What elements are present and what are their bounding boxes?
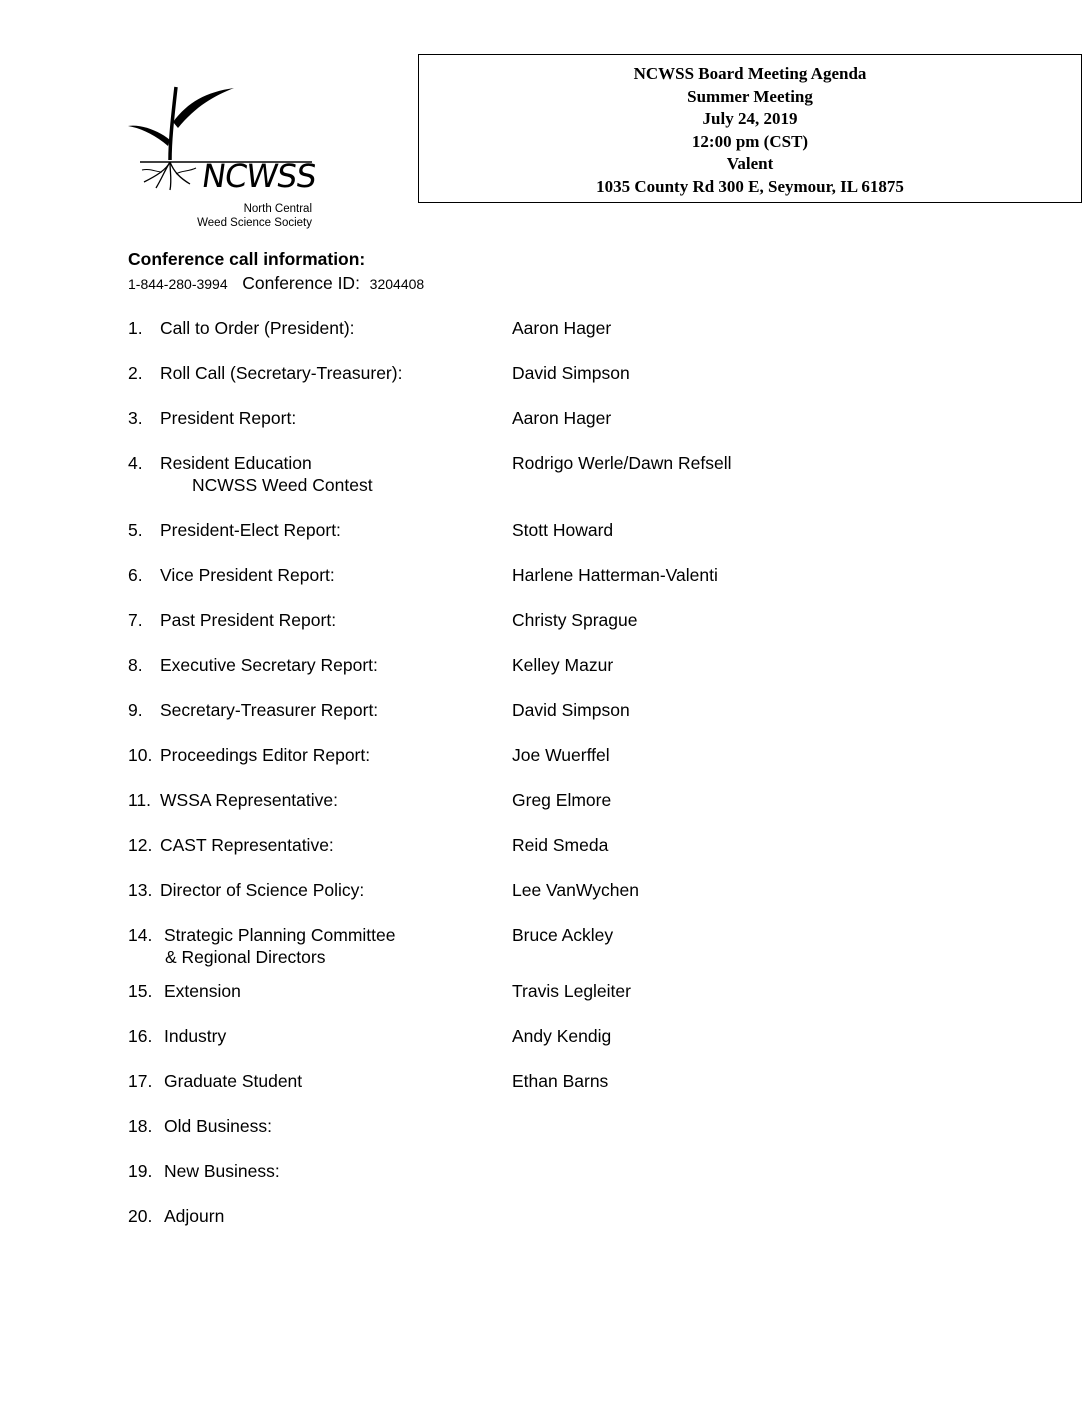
logo-subtitle-line-2: Weed Science Society: [197, 217, 312, 229]
agenda-item-number: 16.: [128, 1026, 153, 1046]
agenda-item-presenter: Lee VanWychen: [512, 880, 639, 900]
conference-call-details: [128, 273, 424, 294]
agenda-item-number: 14.: [128, 925, 153, 945]
conference-id-value: 3204408: [369, 276, 425, 292]
header-time: 12:00 pm (CST): [691, 131, 809, 151]
agenda-item-number: 1.: [128, 318, 143, 338]
agenda-item-presenter: Ethan Barns: [512, 1071, 609, 1091]
agenda-item-label: CAST Representative:: [160, 835, 334, 855]
agenda-item-label: Industry: [164, 1026, 227, 1046]
agenda-item-sublabel: & Regional Directors: [165, 947, 326, 967]
agenda-item-presenter: Joe Wuerffel: [512, 745, 610, 765]
ncwss-logo: [126, 82, 326, 232]
agenda-item-presenter: Harlene Hatterman-Valenti: [512, 565, 718, 585]
agenda-item-presenter: Aaron Hager: [512, 408, 612, 428]
conference-phone: 1-844-280-3994: [128, 276, 228, 292]
agenda-item-number: 20.: [128, 1206, 153, 1226]
agenda-item-number: 4.: [128, 453, 143, 473]
agenda-item-presenter: David Simpson: [512, 363, 630, 383]
meeting-header-box: [418, 54, 1082, 203]
agenda-item-label: Roll Call (Secretary-Treasurer):: [160, 363, 403, 383]
agenda-item-label: Secretary-Treasurer Report:: [160, 700, 379, 720]
agenda-item-label: Director of Science Policy:: [160, 880, 365, 900]
agenda-item-presenter: Andy Kendig: [512, 1026, 612, 1046]
agenda-item-number: 10.: [128, 745, 153, 765]
header-address: 1035 County Rd 300 E, Seymour, IL 61875: [596, 176, 904, 196]
agenda-item-number: 17.: [128, 1071, 153, 1091]
header-title: NCWSS Board Meeting Agenda: [633, 64, 867, 83]
logo-subtitle: [192, 202, 312, 230]
agenda-item-presenter: Greg Elmore: [512, 790, 612, 810]
agenda-item-number: 18.: [128, 1116, 153, 1136]
agenda-item-label: Proceedings Editor Report:: [160, 745, 371, 765]
logo-wordmark: NCWSS: [199, 157, 319, 195]
header-venue: Valent: [726, 154, 774, 173]
agenda-item-presenter: Stott Howard: [512, 520, 614, 540]
agenda-item-number: 5.: [128, 520, 143, 540]
header-date: July 24, 2019: [702, 109, 798, 128]
agenda-item-number: 2.: [128, 363, 143, 383]
agenda-item-number: 6.: [128, 565, 143, 585]
conference-call-title: Conference call information:: [128, 249, 366, 269]
agenda-item-label: Vice President Report:: [160, 565, 335, 585]
agenda-item-presenter: Bruce Ackley: [512, 925, 614, 945]
agenda-item-label: Past President Report:: [160, 610, 337, 630]
agenda-item-label: Resident Education: [160, 453, 312, 473]
agenda-item-label: Graduate Student: [164, 1071, 303, 1091]
agenda-item-label: President Report:: [160, 408, 297, 428]
agenda-item-presenter: David Simpson: [512, 700, 630, 720]
conference-id-label: Conference ID:: [242, 273, 360, 293]
agenda-item-label: Adjourn: [164, 1206, 225, 1226]
agenda-item-label: WSSA Representative:: [160, 790, 338, 810]
agenda-item-number: 9.: [128, 700, 143, 720]
agenda-item-number: 8.: [128, 655, 143, 675]
agenda-item-label: Strategic Planning Committee: [164, 925, 396, 945]
agenda-item-number: 7.: [128, 610, 143, 630]
agenda-item-sublabel: NCWSS Weed Contest: [192, 475, 373, 495]
agenda-item-label: Executive Secretary Report:: [160, 655, 378, 675]
agenda-item-presenter: Reid Smeda: [512, 835, 609, 855]
agenda-item-presenter: Rodrigo Werle/Dawn Refsell: [512, 453, 732, 473]
logo-subtitle-line-1: North Central: [243, 203, 312, 215]
agenda-item-label: Call to Order (President):: [160, 318, 355, 338]
agenda-item-label: Old Business:: [164, 1116, 272, 1136]
agenda-item-number: 3.: [128, 408, 143, 428]
agenda-item-number: 13.: [128, 880, 153, 900]
agenda-item-presenter: Travis Legleiter: [512, 981, 631, 1001]
agenda-item-number: 15.: [128, 981, 153, 1001]
agenda-item-label: New Business:: [164, 1161, 280, 1181]
agenda-item-label: President-Elect Report:: [160, 520, 341, 540]
agenda-item-number: 12.: [128, 835, 153, 855]
agenda-item-label: Extension: [164, 981, 241, 1001]
agenda-item-number: 11.: [128, 790, 152, 810]
agenda-item-number: 19.: [128, 1161, 153, 1181]
agenda-item-presenter: Aaron Hager: [512, 318, 612, 338]
agenda-item-presenter: Christy Sprague: [512, 610, 638, 630]
agenda-item-presenter: Kelley Mazur: [512, 655, 614, 675]
header-meeting-type: Summer Meeting: [687, 86, 813, 106]
